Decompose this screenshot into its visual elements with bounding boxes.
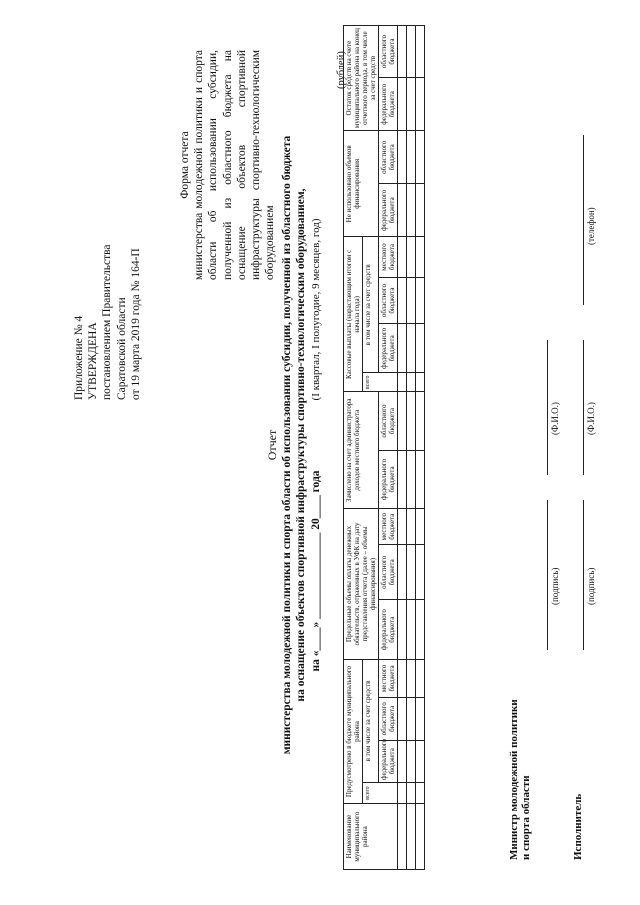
approved-heading: УТВЕРЖДЕНА <box>87 322 100 400</box>
signature-caption: (подпись) <box>550 567 560 605</box>
header-loc: местного бюджета <box>379 237 398 277</box>
executor-signature-line <box>583 500 584 650</box>
header-reg: областного бюджета <box>379 26 398 78</box>
appendix-number: Приложение № 4 <box>73 315 85 400</box>
report-title-line: на оснащение объектов спортивной инфраструктуры спортивно-технологическим оборудованием, <box>295 188 307 702</box>
header-loc: местного бюджета <box>379 659 398 697</box>
minister-title-line: и спорта области <box>520 775 532 860</box>
report-title <box>265 45 323 845</box>
executor-label: Исполнитель <box>572 793 584 860</box>
phone-caption: (телефон) <box>586 207 596 245</box>
header-fed: федерального бюджета <box>379 600 398 659</box>
report-date-line: на «____» _______________ 20____ года <box>309 470 322 672</box>
form-description: министерства молодежной политики и спорта области об использовании субсидии, полученной из областного бюджета на оснащение объектов спортивной инфраструктуры спортивно-технологическим оборудованием <box>193 50 277 280</box>
header-fed: федерального бюджета <box>379 78 398 131</box>
form-header <box>178 50 277 280</box>
header-municipality: Наименование муниципального района <box>344 804 398 870</box>
header-fed: федерального бюджета <box>379 184 398 237</box>
header-total: всего <box>363 373 398 392</box>
report-period: (I квартал, I полугодие, 9 месяцев, год) <box>309 218 322 401</box>
header-reg: областного бюджета <box>379 545 398 600</box>
executor-phone-line <box>583 135 584 305</box>
header-reg: областного бюджета <box>379 392 398 450</box>
header-reg: областного бюджета <box>379 698 398 740</box>
approval-block <box>72 100 143 400</box>
header-reg: областного бюджета <box>379 131 398 184</box>
header-fed: федерального бюджета <box>379 740 398 782</box>
unit-label: (рублей) <box>336 51 347 89</box>
header-planned: Предусмотрено в бюджете муниципального района <box>344 659 363 803</box>
minister-signature-line <box>547 500 548 650</box>
report-table <box>343 25 425 870</box>
approval-line: постановлением Правительства <box>101 244 114 400</box>
form-title: Форма отчета <box>179 131 191 199</box>
name-caption: (Ф.И.О.) <box>586 402 596 435</box>
signature-caption: (подпись) <box>586 567 596 605</box>
approval-line: от 19 марта 2019 года № 164-П <box>129 248 142 400</box>
header-incl: в том числе за счет средств <box>363 659 379 782</box>
minister-title-line: Министр молодежной политики <box>508 699 520 860</box>
header-balance: Остаток средств на счете муниципального района на конец отчетного периода, в том числе за счет средств <box>344 26 379 131</box>
table-row <box>398 26 407 870</box>
minister-signature-label <box>508 699 532 860</box>
header-reg: областного бюджета <box>379 277 398 324</box>
minister-name-line <box>547 340 548 475</box>
header-unused: Не использовано объемов финансирования <box>344 131 379 237</box>
header-total: всего <box>363 782 398 803</box>
approval-line: Саратовской области <box>115 297 128 400</box>
header-fed: федерального бюджета <box>379 450 398 508</box>
report-title-line: министерства молодежной политики и спорта области об использовании субсидии, полученной из областного бюджета <box>280 135 293 755</box>
header-cash: Кассовые выплаты (нарастающим итогом с начала года) <box>344 237 363 392</box>
header-limit: Предельные объемы оплаты денежных обязательств, отраженных в УФК на дату представления отчета (далее – объемы финансирования) <box>344 509 379 660</box>
table-row <box>407 26 416 870</box>
executor-name-line <box>583 340 584 475</box>
name-caption: (Ф.И.О.) <box>550 402 560 435</box>
header-incl: в том числе за счет средств <box>363 237 379 373</box>
header-loc: местного бюджета <box>379 509 398 545</box>
header-fed: федерального бюджета <box>379 324 398 373</box>
header-credited: Зачислено на счет администратора доходов местного бюджета <box>344 392 379 509</box>
report-word: Отчет <box>265 429 279 461</box>
table-row <box>416 26 425 870</box>
